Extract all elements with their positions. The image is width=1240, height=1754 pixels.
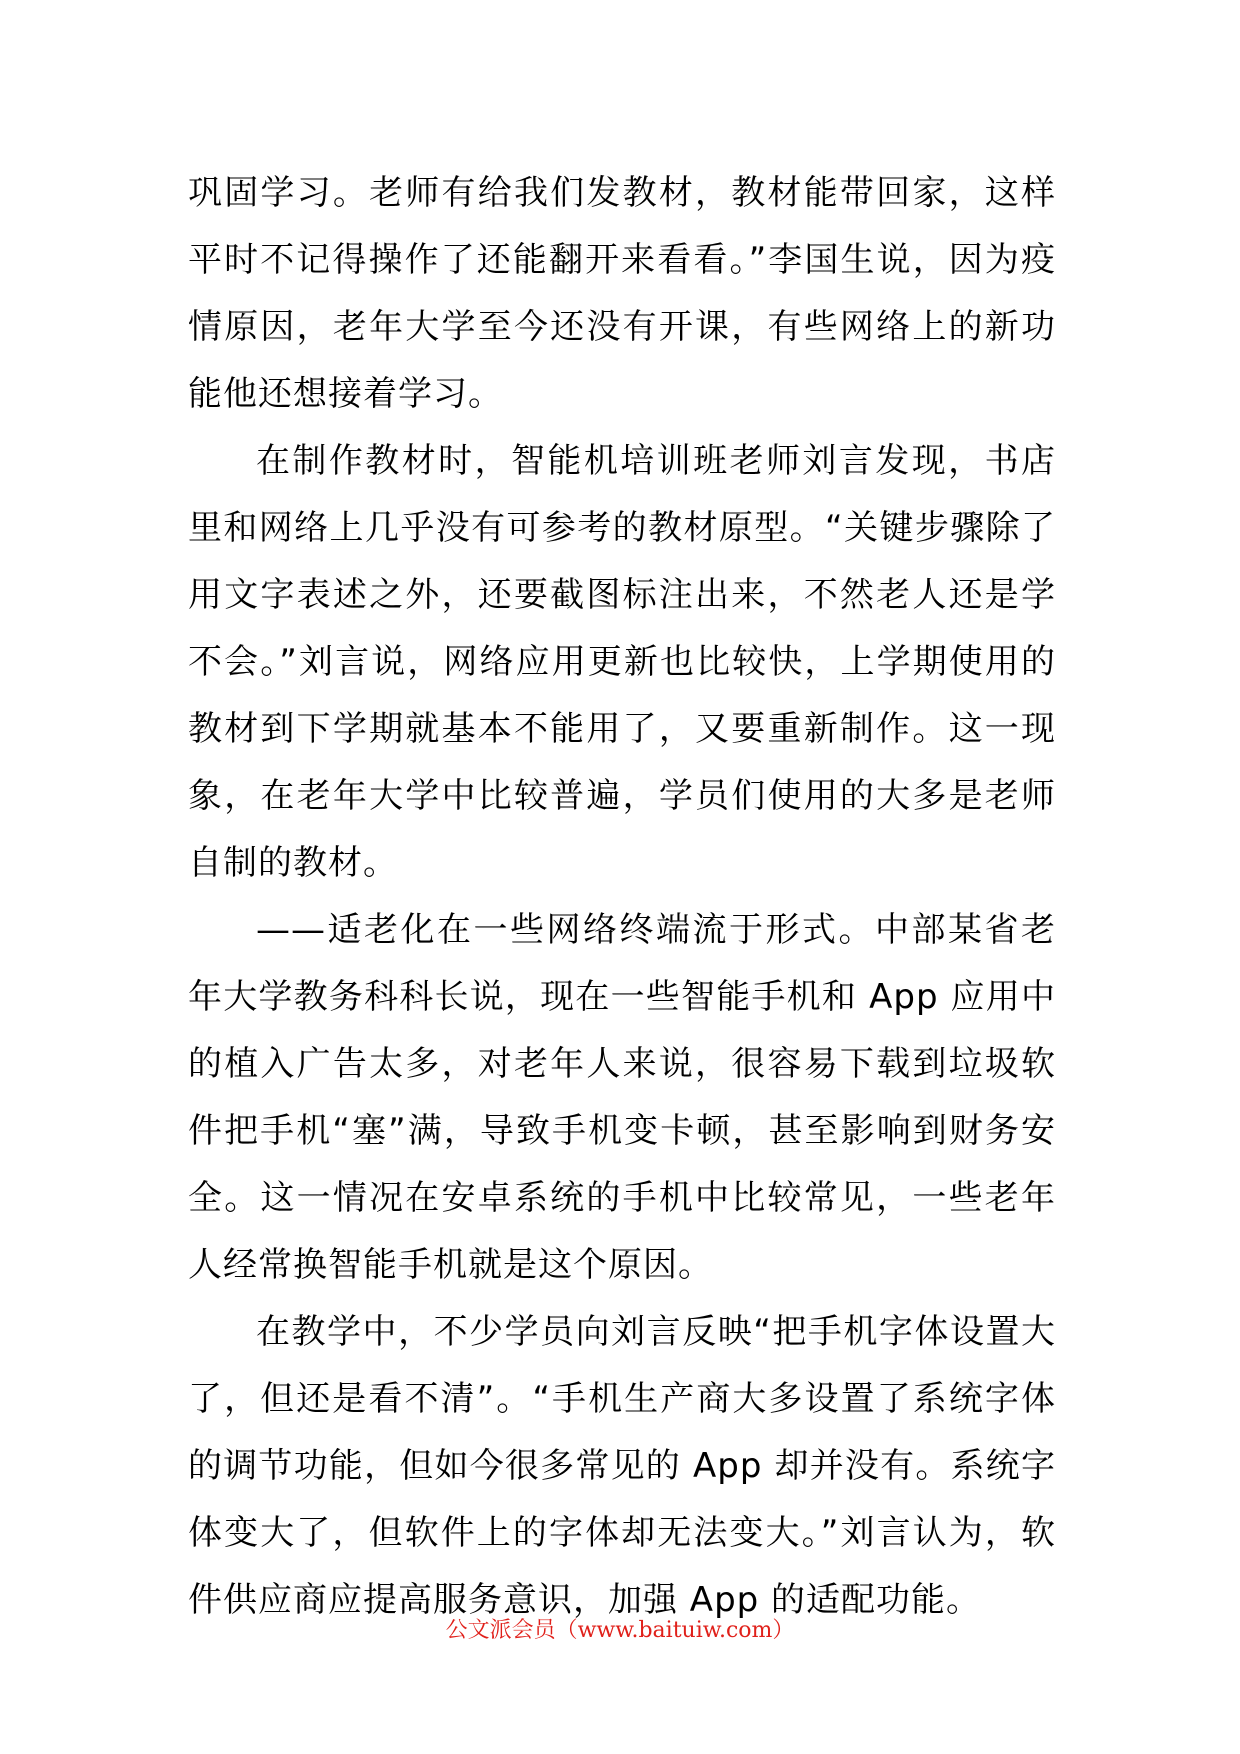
article-body bbox=[188, 160, 1056, 1634]
watermark-footer: 公文派会员（www.baituiw.com） bbox=[445, 1618, 795, 1643]
paragraph-1: 巩固学习。老师有给我们发教材，教材能带回家，这样平时不记得操作了还能翻开来看看。”李国生说，因为疫情原因，老年大学至今还没有开课，有些网络上的新功能他还想接着学习。 bbox=[188, 173, 1056, 414]
paragraph-2: 在制作教材时，智能机培训班老师刘言发现，书店里和网络上几乎没有可参考的教材原型。“关键步骤除了用文字表述之外，还要截图标注出来，不然老人还是学不会。”刘言说，网络应用更新也比较快，上学期使用的教材到下学期就基本不能用了，又要重新制作。这一现象，在老年大学中比较普遍，学员们使用的大多是老师自制的教材。 bbox=[188, 441, 1056, 883]
paragraph-3: ——适老化在一些网络终端流于形式。中部某省老年大学教务科科长说，现在一些智能手机和 App 应用中的植入广告太多，对老年人来说，很容易下载到垃圾软件把手机“塞”满，导致手机变卡顿，甚至影响到财务安全。这一情况在安卓系统的手机中比较常见，一些老年人经常换智能手机就是这个原因。 bbox=[188, 910, 1056, 1285]
paragraph-4: 在教学中，不少学员向刘言反映“把手机字体设置大了，但还是看不清”。“手机生产商大多设置了系统字体的调节功能，但如今很多常见的 App 却并没有。系统字体变大了，但软件上的字体却无法变大。”刘言认为，软件供应商应提高服务意识，加强 App 的适配功能。 bbox=[188, 1312, 1056, 1620]
